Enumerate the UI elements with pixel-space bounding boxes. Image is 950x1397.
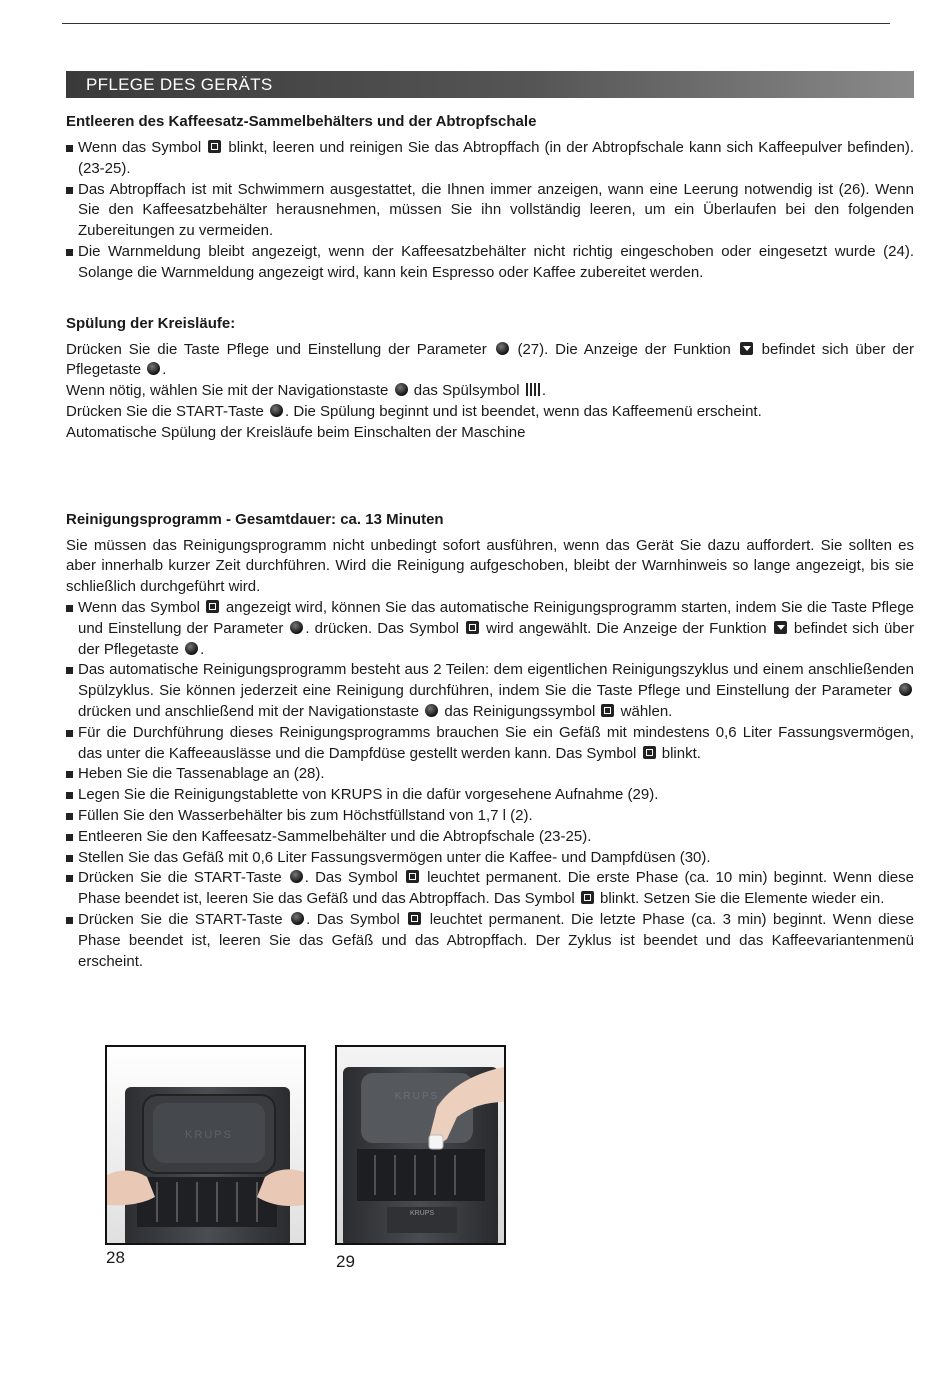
maintenance-button-icon: [185, 642, 198, 655]
list-item: Die Warnmeldung bleibt angezeigt, wenn der Kaffeesatzbehälter nicht richtig eingeschoben oder eingesetzt wurde (24). Solange die Warnmeldung angezeigt wird, kann kein Espresso oder Kaffee zubereitet werden.: [66, 242, 914, 284]
figure-29-photo: [335, 1045, 506, 1245]
main-content: [66, 112, 914, 972]
navigation-button-icon: [395, 383, 408, 396]
figure-29-caption: 29: [336, 1252, 355, 1271]
figure-28-caption: 28: [106, 1248, 125, 1267]
heading-cleaning-program: Reinigungsprogramm - Gesamtdauer: ca. 13 Minuten: [66, 510, 444, 528]
list-item: Heben Sie die Tassenablage an (28).: [66, 764, 914, 785]
top-rule: [62, 23, 890, 24]
maintenance-button-icon: [496, 342, 509, 355]
list-empty-grounds: [66, 138, 914, 284]
cleaning-symbol-icon: [206, 600, 219, 613]
list-item: Das automatische Reinigungsprogramm besteht aus 2 Teilen: dem eigentlichen Reinigungszyklus und einem anschließenden Spülzyklus. Sie können jederzeit eine Reinigung durchführen, indem Sie die Taste Pflege und Einstellung der Parameter drücken und anschließend mit der Navigationstaste das Reinigungssymbol wählen.: [66, 660, 914, 722]
start-button-icon: [291, 912, 304, 925]
list-item: Für die Durchführung dieses Reinigungsprogramms brauchen Sie ein Gefäß mit mindestens 0,6 Liter Fassungsvermögen, das unter die Kaffeeauslässe und die Dampfdüse gestellt werden kann. Das Symbol blinkt.: [66, 723, 914, 765]
figure-28-illustration: [107, 1047, 304, 1243]
cleaning-symbol-icon: [466, 621, 479, 634]
start-button-icon: [290, 870, 303, 883]
list-item: Wenn das Symbol blinkt, leeren und reinigen Sie das Abtropffach (in der Abtropfschale kann sich Kaffeepulver befinden). (23-25).: [66, 138, 914, 180]
rinse-paragraph: Drücken Sie die Taste Pflege und Einstellung der Parameter (27). Die Anzeige der Funktion befindet sich über der Pflegetaste . Wenn nötig, wählen Sie mit der Navigationstaste das Spülsymbol . Drücken Sie die START-Taste . Die Spülung beginnt und ist beendet, wenn das Kaffeemenü erscheint. Automatische Spülung der Kreisläufe beim Einschalten der Maschine: [66, 340, 914, 441]
list-item: Füllen Sie den Wasserbehälter bis zum Höchstfüllstand von 1,7 l (2).: [66, 806, 914, 827]
container-symbol-icon: [406, 870, 419, 883]
section-title: PFLEGE DES GERÄTS: [86, 75, 273, 94]
heading-rinse: Spülung der Kreisläufe:: [66, 314, 236, 332]
list-item: Entleeren Sie den Kaffeesatz-Sammelbehälter und die Abtropfschale (23-25).: [66, 827, 914, 848]
figure-28-photo: [105, 1045, 306, 1245]
figure-29-illustration: [337, 1047, 504, 1243]
cleaning-intro: Sie müssen das Reinigungsprogramm nicht unbedingt sofort ausführen, wenn das Gerät Sie dazu auffordert. Sie sollten es aber innerhalb kurzer Zeit durchführen. Wird die Reinigung aufgeschoben, bleibt der Warnhinweis so lange angezeigt, bis sie schließlich durchgeführt wird.: [66, 536, 914, 596]
list-item: Drücken Sie die START-Taste . Das Symbol leuchtet permanent. Die letzte Phase (ca. 3 min) beginnt. Wenn diese Phase beendet ist, leeren Sie das Gefäß und das Abtropffach. Der Zyklus ist beendet und das Kaffeevariantenmenü erscheint.: [66, 910, 914, 972]
figure-28-logo: KRUPS: [185, 1129, 233, 1141]
navigation-button-icon: [425, 704, 438, 717]
container-symbol-icon: [643, 746, 656, 759]
section-header-bar: [66, 71, 914, 98]
list-item: Drücken Sie die START-Taste . Das Symbol leuchtet permanent. Die erste Phase (ca. 10 min) beginnt. Wenn diese Phase beendet ist, leeren Sie das Gefäß und das Abtropffach. Das Symbol blinkt. Setzen Sie die Elemente wieder ein.: [66, 868, 914, 910]
figure-29-logo-top: KRUPS: [394, 1091, 440, 1102]
grounds-container-icon: [208, 140, 221, 153]
list-cleaning-steps: [66, 598, 914, 972]
start-button-icon: [270, 404, 283, 417]
container-symbol-icon: [581, 891, 594, 904]
heading-empty-grounds: Entleeren des Kaffeesatz-Sammelbehälters und der Abtropfschale: [66, 113, 537, 130]
function-arrow-icon: [774, 621, 787, 634]
cleaning-symbol-icon: [601, 704, 614, 717]
figure-29-logo: KRUPS: [409, 1210, 435, 1217]
maintenance-button-icon: [147, 362, 160, 375]
list-item: Legen Sie die Reinigungstablette von KRUPS in die dafür vorgesehene Aufnahme (29).: [66, 785, 914, 806]
list-item: Das Abtropffach ist mit Schwimmern ausgestattet, die Ihnen immer anzeigen, wann eine Leerung notwendig ist (26). Wenn Sie den Kaffeesatzbehälter herausnehmen, müssen Sie ihn vollständig leeren, um ein Überlaufen bei den folgenden Zubereitungen zu vermeiden.: [66, 180, 914, 242]
figures: [105, 1045, 505, 1275]
list-item: Wenn das Symbol angezeigt wird, können Sie das automatische Reinigungsprogramm starten, indem Sie die Taste Pflege und Einstellung der Parameter . drücken. Das Symbol wird angewählt. Die Anzeige der Funktion befindet sich über der Pflegetaste .: [66, 598, 914, 660]
rinse-symbol-icon: [526, 383, 540, 396]
container-symbol-icon: [408, 912, 421, 925]
function-arrow-icon: [740, 342, 753, 355]
maintenance-button-icon: [290, 621, 303, 634]
list-item: Stellen Sie das Gefäß mit 0,6 Liter Fassungsvermögen unter die Kaffee- und Dampfdüsen (30).: [66, 848, 914, 869]
maintenance-button-icon: [899, 683, 912, 696]
